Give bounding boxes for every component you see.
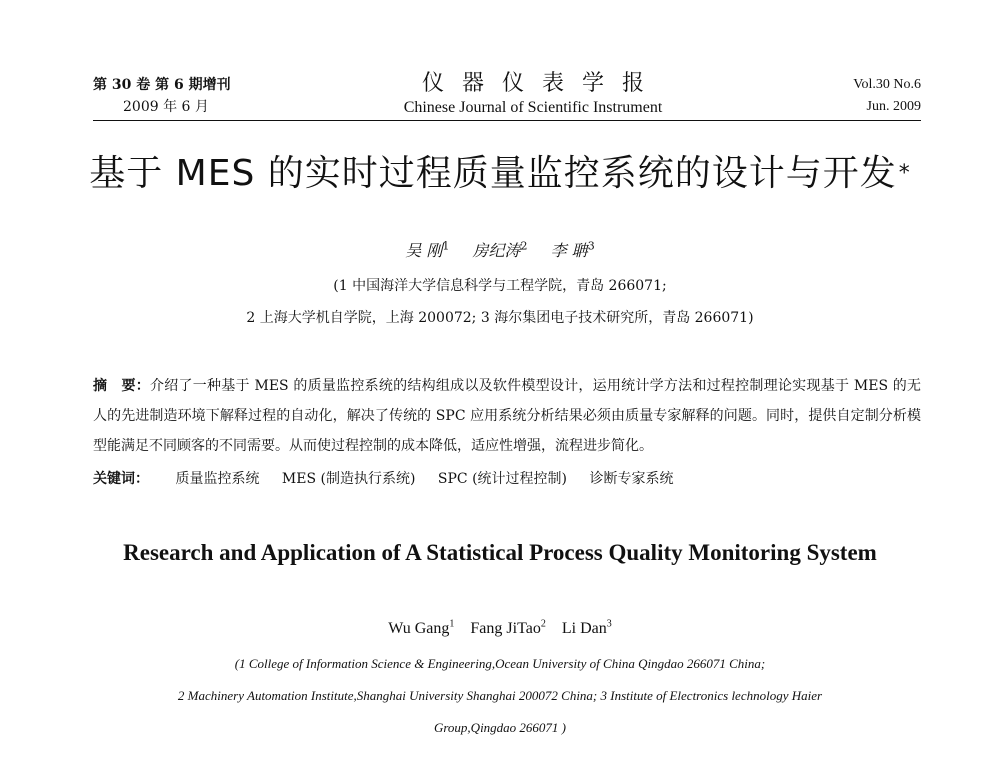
author-name: Fang JiTao bbox=[470, 620, 541, 638]
volume-issue-cn: 第 30 卷 第 6 期增刊 bbox=[93, 77, 231, 93]
abstract-label: 摘 要： bbox=[93, 378, 151, 394]
keywords-label: 关键词： bbox=[93, 471, 149, 487]
keyword: 诊断专家系统 bbox=[589, 471, 674, 487]
paper-title-en: Research and Application of A Statistical Process Quality Monitoring System bbox=[123, 540, 877, 565]
abstract bbox=[93, 371, 921, 461]
header-center bbox=[383, 70, 683, 118]
author-name: 吴 刚 bbox=[405, 241, 443, 261]
author-sup: 1 bbox=[449, 619, 455, 630]
keyword: 质量监控系统 bbox=[175, 471, 260, 487]
date-en: Jun. 2009 bbox=[866, 99, 921, 114]
header-rule bbox=[93, 120, 921, 121]
affiliation-line: 2 上海大学机自学院，上海 200072; 3 海尔集团电子技术研究所，青岛 266071) bbox=[246, 310, 754, 326]
keywords bbox=[93, 468, 921, 490]
affiliation-line: 2 Machinery Automation Institute,Shanghai University Shanghai 200072 China; 3 Institute of Electronics lechnology Haier bbox=[177, 688, 823, 703]
author-cn bbox=[551, 241, 595, 260]
affiliation-line: (1 中国海洋大学信息科学与工程学院，青岛 266071; bbox=[333, 278, 667, 294]
running-header bbox=[93, 70, 921, 122]
paper-title-cn bbox=[0, 152, 1000, 196]
journal-name-cn: 仪器仪表学报 bbox=[421, 71, 662, 96]
author-sup: 3 bbox=[606, 619, 612, 630]
abstract-text: 介绍了一种基于 MES 的质量监控系统的结构组成以及软件模型设计，运用统计学方法和过程控制理论实现基于 MES 的无人的先进制造环境下解释过程的自动化，解决了传统的 SPC 应用系统分析结果必须由质量专家解释的问题。同时，提供自定制分析模型能满足不同顾客的不同需要。从而使过程控制的成本降低，适应性增强，流程进步简化。 bbox=[93, 378, 921, 454]
affiliation-line: (1 College of Information Science & Engineering,Ocean University of China Qingdao 266071 China; bbox=[234, 656, 766, 671]
title-footnote-mark: * bbox=[898, 161, 911, 186]
keyword: SPC (统计过程控制) bbox=[437, 471, 567, 487]
author-en bbox=[388, 620, 454, 637]
author-en bbox=[470, 620, 545, 637]
author-list-cn bbox=[0, 236, 1000, 262]
author-cn bbox=[472, 241, 527, 260]
volume-issue-en: Vol.30 No.6 bbox=[853, 77, 921, 92]
affiliations-cn bbox=[0, 270, 1000, 334]
author-name: 房纪涛 bbox=[472, 241, 521, 261]
author-name: Wu Gang bbox=[388, 620, 450, 638]
header-left bbox=[93, 74, 231, 118]
title-cn-text: 基于 MES 的实时过程质量监控系统的设计与开发 bbox=[89, 153, 897, 194]
author-name: 李 聃 bbox=[550, 241, 588, 261]
author-en bbox=[562, 620, 612, 637]
author-sup: 2 bbox=[540, 619, 546, 630]
keyword: MES (制造执行系统) bbox=[281, 471, 416, 487]
author-cn bbox=[405, 241, 449, 260]
date-cn: 2009 年 6 月 bbox=[123, 99, 209, 115]
author-name: Li Dan bbox=[561, 620, 607, 638]
author-sup: 2 bbox=[520, 240, 528, 253]
author-sup: 1 bbox=[442, 240, 450, 253]
journal-name-en: Chinese Journal of Scientific Instrument bbox=[403, 99, 663, 116]
affiliations-en bbox=[0, 648, 1000, 744]
author-sup: 3 bbox=[587, 240, 595, 253]
header-right bbox=[853, 74, 921, 118]
affiliation-line: Group,Qingdao 266071 ) bbox=[433, 720, 567, 735]
author-list-en bbox=[0, 614, 1000, 640]
